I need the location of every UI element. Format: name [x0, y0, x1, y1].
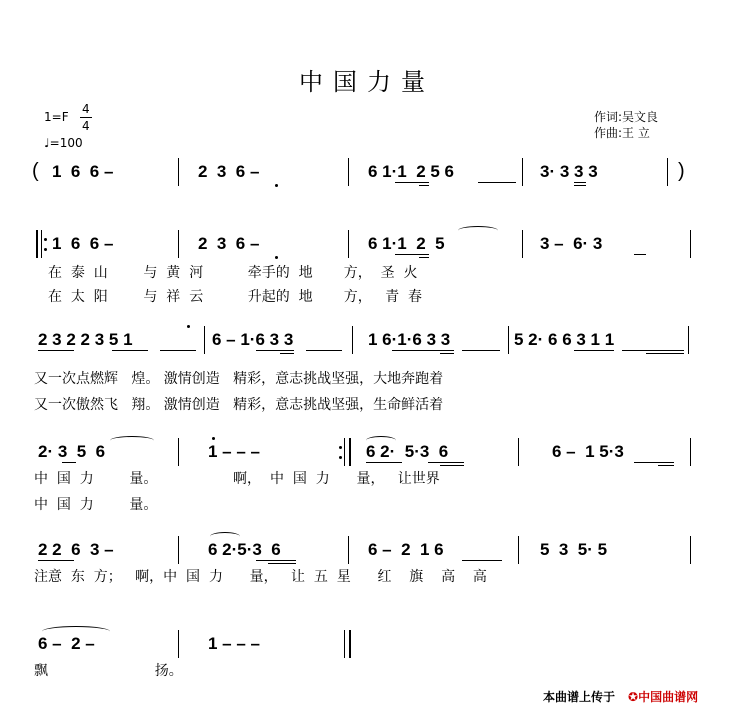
logo-mark-icon: ✪ [628, 690, 639, 704]
paren-close: ) [678, 160, 685, 182]
measure-1-3: 6 1·1 2 5 6 [368, 162, 455, 181]
measure-3-2: 6 – 1·6 3 3 [212, 330, 294, 349]
lyric-verse-2: 在 太 阳 与 祥 云 升起的 地 方， 青 春 [48, 289, 423, 305]
measure-5-3: 6 – 2 1 6 [368, 540, 444, 559]
tempo-marking: ♩=100 [44, 136, 83, 150]
lyric-verse-2: 中 国 力 量。 [34, 497, 158, 513]
lyric-verse-2: 又一次傲然飞 翔。 激情创造 精彩，意志挑战坚强，生命鲜活着 [34, 397, 444, 413]
lyric-verse-1: 中 国 力 量。 啊， 中 国 力 量， 让世界 [34, 471, 440, 487]
time-signature-bottom: 4 [82, 119, 90, 133]
paren-open: ( [32, 160, 39, 182]
measure-2-3: 6 1·1 2 5 [368, 234, 445, 253]
lyric-verse-1: 注意 东 方； 啊，中 国 力 量， 让 五 星 红 旗 高 高 [34, 569, 487, 585]
measure-4-2: 1 – – – [208, 442, 260, 461]
lyric-verse-1: 又一次点燃辉 煌。 激情创造 精彩，意志挑战坚强，大地奔跑着 [34, 371, 444, 387]
measure-2-4: 3 – 6· 3 [540, 234, 603, 253]
measure-6-2: 1 – – – [208, 634, 260, 653]
time-signature-top: 4 [82, 102, 90, 116]
final-barline [349, 630, 351, 658]
measure-5-1: 2 2 6 3 – [38, 540, 114, 559]
measure-2-2: 2 3 6 – [198, 234, 260, 253]
measure-3-4: 5 2· 6 6 3 1 1 [514, 330, 615, 349]
measure-4-3: 6 2· 5·3 6 [366, 442, 449, 461]
measure-3-1: 2 3 2 2 3 5 1 [38, 330, 133, 349]
measure-1-1: 1 6 6 – [52, 162, 114, 181]
measure-5-2: 6 2·5·3 6 [208, 540, 281, 559]
measure-5-4: 5 3 5· 5 [540, 540, 608, 559]
composer-credit: 作曲:王 立 [594, 126, 650, 140]
measure-6-1: 6 – 2 – [38, 634, 95, 653]
site-logo: ✪中国曲谱网 [628, 690, 699, 704]
measure-3-3: 1 6·1·6 3 3 [368, 330, 451, 349]
lyricist-credit: 作词:吴文良 [594, 110, 659, 124]
measure-4-4: 6 – 1 5·3 [552, 442, 624, 461]
page-title: 中国力量 [299, 68, 435, 96]
barline [178, 630, 179, 658]
quarter-note-icon: ♩ [44, 136, 50, 150]
final-barline [344, 630, 345, 658]
lyric-verse-1: 飘 扬。 [34, 663, 183, 679]
key-label: 1=F [44, 110, 69, 124]
measure-2-1: 1 6 6 – [52, 234, 114, 253]
measure-4-1: 2· 3 5 6 [38, 442, 106, 461]
measure-1-4: 3· 3 3 3 [540, 162, 598, 181]
measure-1-2: 2 3 6 – [198, 162, 260, 181]
lyric-verse-1: 在 泰 山 与 黄 河 牵手的 地 方， 圣 火 [48, 265, 418, 281]
upload-note: 本曲谱上传于 [543, 690, 616, 704]
